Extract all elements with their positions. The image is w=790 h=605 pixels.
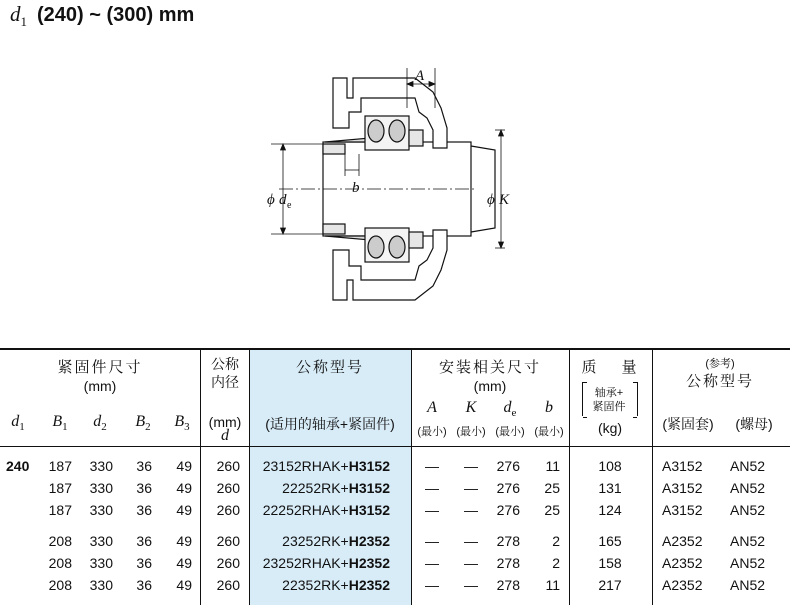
dim-label-b: b: [352, 180, 360, 196]
cell-K: —: [464, 502, 478, 518]
cell-B3: 49: [176, 458, 192, 474]
shaft-shoulder: [471, 146, 495, 232]
cell-b: 2: [552, 555, 560, 571]
cell-d2: 330: [89, 458, 113, 474]
cell-d: 260: [216, 480, 240, 496]
header-designation-sub: (适用的轴承+紧固件): [265, 416, 395, 432]
cell-bearing: 23152RHAK+: [262, 458, 349, 474]
header-mass-1: 质: [581, 359, 599, 376]
cell-bearing: 22252RK+: [282, 480, 349, 496]
cell-A: —: [425, 458, 439, 474]
cell-fastener: H3152: [348, 480, 390, 496]
cell-de: 278: [496, 555, 520, 571]
col-K: K: [465, 399, 477, 416]
cell-mass: 124: [598, 502, 622, 518]
col-d1: $d_1$: [11, 413, 25, 434]
dim-label-K: K: [499, 192, 510, 208]
cell-fastener: H2352: [348, 533, 390, 549]
cell-d2: 330: [89, 555, 113, 571]
header-mass-2: 量: [621, 359, 639, 376]
header-ref-note: (参考): [705, 358, 735, 370]
cell-de: 276: [496, 458, 520, 474]
cell-A: —: [425, 577, 439, 593]
cell-d: 260: [216, 458, 240, 474]
cell-d2: 330: [89, 502, 113, 518]
cell-mass: 131: [598, 480, 622, 496]
cell-designation: [282, 533, 390, 549]
header-mass-note-1: 轴承+: [594, 387, 624, 399]
col-b: b: [545, 399, 553, 416]
header-fastener-unit: (mm): [83, 378, 117, 394]
cell-mass: 158: [598, 555, 622, 571]
cell-K: —: [464, 533, 478, 549]
cell-nut: AN52: [730, 502, 766, 518]
cell-designation: [263, 458, 390, 474]
dimension-table: [0, 348, 790, 605]
cell-de: 276: [496, 480, 520, 496]
cell-B2: 36: [136, 533, 152, 549]
cell-fastener: H3152: [348, 502, 390, 518]
cell-d1: 240: [6, 458, 30, 474]
col-K-min: (最小): [456, 426, 486, 438]
cell-nut: AN52: [730, 480, 766, 496]
col-B1: $B_1$: [52, 413, 68, 434]
cell-B2: 36: [136, 458, 152, 474]
page-title: [10, 2, 195, 30]
table-top-rule: [0, 348, 790, 350]
cell-de: 276: [496, 502, 520, 518]
cell-nut: AN52: [730, 577, 766, 593]
cell-d2: 330: [89, 480, 113, 496]
cell-d2: 330: [89, 533, 113, 549]
title-symbol: $d_1$: [10, 2, 27, 30]
cell-mass: 217: [598, 577, 622, 593]
cell-A: —: [425, 480, 439, 496]
col-de: $d_e$: [503, 399, 517, 420]
title-range: (240) ~ (300) mm: [37, 4, 195, 26]
cell-fastener: H3152: [348, 458, 390, 474]
lock-nut-top: [409, 130, 423, 146]
cell-K: —: [464, 555, 478, 571]
header-bore-unit: (mm): [208, 414, 242, 430]
cell-nut: AN52: [730, 533, 766, 549]
header-ref-sleeve: (紧固套): [662, 416, 714, 432]
cell-B3: 49: [176, 577, 192, 593]
cell-b: 25: [544, 502, 560, 518]
cell-b: 11: [545, 577, 560, 593]
cell-sleeve: A3152: [662, 480, 703, 496]
dim-label-de-sub: e: [287, 200, 292, 211]
cell-designation: [282, 480, 390, 496]
header-mass-note-2: 紧固件: [592, 401, 626, 413]
cell-K: —: [464, 458, 478, 474]
header-mount-unit: (mm): [473, 378, 507, 394]
cell-B3: 49: [176, 502, 192, 518]
col-B3: $B_3$: [174, 413, 190, 434]
cell-A: —: [425, 502, 439, 518]
cell-sleeve: A2352: [662, 533, 703, 549]
cell-b: 2: [552, 533, 560, 549]
dim-label-A: A: [415, 68, 425, 84]
cell-B2: 36: [136, 577, 152, 593]
header-ref-title: 公称型号: [685, 373, 755, 390]
cell-bearing: 22352RK+: [282, 577, 349, 593]
cell-fastener: H2352: [348, 555, 390, 571]
cell-B1: 187: [48, 458, 72, 474]
cell-bearing: 23252RK+: [282, 533, 349, 549]
col-B2: $B_2$: [135, 413, 151, 434]
cell-B2: 36: [136, 502, 152, 518]
cell-b: 25: [544, 480, 560, 496]
col-A: A: [427, 399, 437, 416]
col-b-min: (最小): [534, 426, 564, 438]
cell-K: —: [464, 480, 478, 496]
dim-label-de-phi: ϕ: [267, 192, 275, 208]
header-mount-dims: 安装相关尺寸: [438, 359, 542, 376]
cell-B3: 49: [176, 480, 192, 496]
col-de-min: (最小): [495, 426, 525, 438]
cell-bearing: 23252RHAK+: [262, 555, 349, 571]
header-ref-nut: (螺母): [735, 416, 773, 432]
cell-designation: [263, 502, 390, 518]
cell-sleeve: A2352: [662, 577, 703, 593]
cell-B1: 187: [48, 480, 72, 496]
cell-mass: 165: [598, 533, 622, 549]
cell-nut: AN52: [730, 458, 766, 474]
header-bore-2: 内径: [211, 374, 239, 390]
col-d2: $d_2$: [93, 413, 107, 434]
cell-sleeve: A3152: [662, 458, 703, 474]
cell-d2: 330: [89, 577, 113, 593]
cell-K: —: [464, 577, 478, 593]
cell-B3: 49: [176, 555, 192, 571]
cell-sleeve: A3152: [662, 502, 703, 518]
cell-B1: 208: [48, 577, 72, 593]
header-mass-unit: (kg): [597, 420, 623, 436]
cell-B3: 49: [176, 533, 192, 549]
cell-nut: AN52: [730, 555, 766, 571]
header-bore-symbol: d: [221, 427, 229, 444]
cell-designation: [282, 577, 390, 593]
cell-de: 278: [496, 533, 520, 549]
dim-label-de: d: [279, 192, 287, 208]
cell-b: 11: [545, 458, 560, 474]
cell-de: 278: [496, 577, 520, 593]
cell-d: 260: [216, 555, 240, 571]
cell-d: 260: [216, 577, 240, 593]
header-bore-1: 公称: [211, 356, 239, 372]
cell-d: 260: [216, 502, 240, 518]
table-header-rule: [0, 446, 790, 447]
cell-B1: 208: [48, 555, 72, 571]
cell-designation: [263, 555, 390, 571]
header-designation: 公称型号: [295, 359, 365, 376]
lock-nut-bottom: [409, 232, 423, 248]
cell-sleeve: A2352: [662, 555, 703, 571]
cell-B2: 36: [136, 480, 152, 496]
col-A-min: (最小): [417, 426, 447, 438]
cell-fastener: H2352: [348, 577, 390, 593]
cell-B1: 187: [48, 502, 72, 518]
cell-B2: 36: [136, 555, 152, 571]
cell-bearing: 22252RHAK+: [262, 502, 349, 518]
cell-d: 260: [216, 533, 240, 549]
cell-B1: 208: [48, 533, 72, 549]
header-fastener-dims: 紧固件尺寸: [57, 359, 143, 376]
bearing-mounting-diagram: [265, 58, 525, 303]
cell-mass: 108: [598, 458, 622, 474]
cell-A: —: [425, 555, 439, 571]
cell-A: —: [425, 533, 439, 549]
dim-label-K-phi: ϕ: [487, 192, 495, 208]
